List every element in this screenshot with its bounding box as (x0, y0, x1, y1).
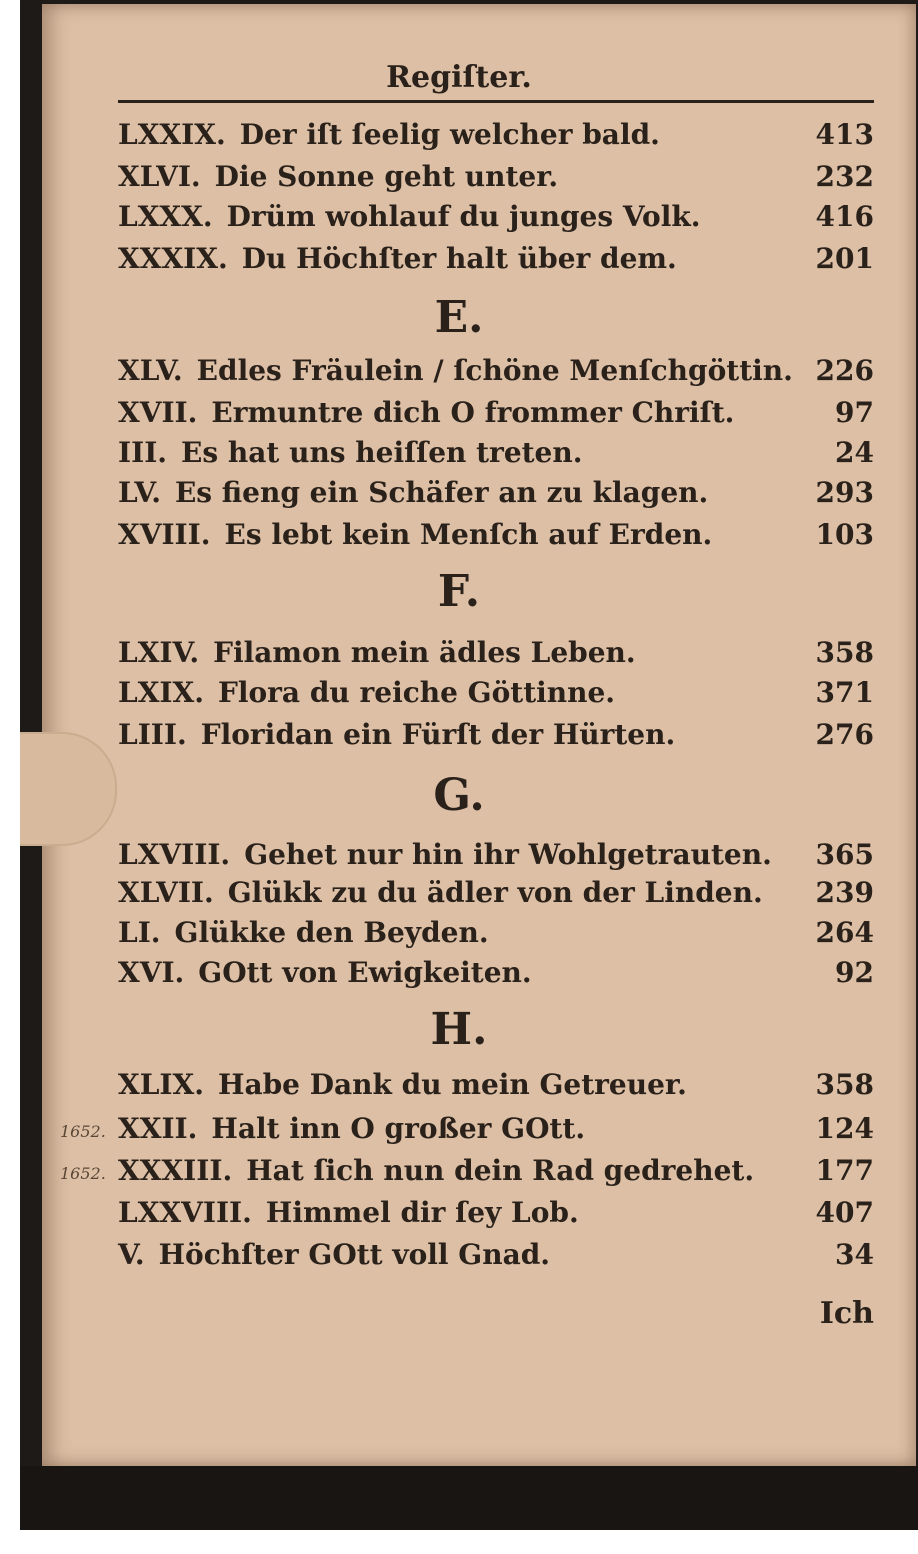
index-entry (118, 676, 874, 709)
index-entry (118, 718, 874, 751)
section-letter: E. (434, 292, 484, 343)
entry-number: LXIX. (118, 676, 204, 709)
entry-page: 416 (815, 200, 874, 233)
entry-title: Es fieng ein Schäfer an zu klagen. (174, 476, 709, 509)
entry-title: Die Sonne geht unter. (214, 160, 559, 193)
index-entry (118, 436, 874, 469)
entry-number: XLIX. (118, 1068, 204, 1101)
entry-title: Himmel dir ſey Lob. (265, 1196, 579, 1229)
entry-title: Höchſter GOtt voll Gnad. (158, 1238, 551, 1271)
index-entry (118, 956, 874, 989)
entry-page: 365 (815, 838, 874, 871)
index-entry (118, 1068, 874, 1101)
entry-page: 92 (835, 956, 874, 989)
index-entry (118, 242, 874, 275)
entry-title: Halt inn O großer GOtt. (211, 1112, 586, 1145)
catchword: Ich (819, 1296, 874, 1331)
entry-number: XXII. (118, 1112, 198, 1145)
entry-page: 358 (815, 1068, 874, 1101)
index-entry (118, 354, 874, 387)
section-letter: G. (433, 770, 485, 821)
index-entry (118, 1154, 874, 1187)
entry-page: 24 (835, 436, 874, 469)
entry-number: V. (118, 1238, 145, 1271)
entry-number: LXXIX. (118, 118, 226, 151)
index-entry (118, 916, 874, 949)
entry-page: 371 (815, 676, 874, 709)
entry-page: 103 (815, 518, 874, 551)
entry-number: LXXX. (118, 200, 213, 233)
entry-title: Glükk zu du ädler von der Linden. (227, 876, 763, 909)
entry-page: 264 (815, 916, 874, 949)
page-header: Regiſter. (386, 60, 532, 95)
entry-number: LXVIII. (118, 838, 231, 871)
entry-number: LI. (118, 916, 161, 949)
entry-page: 276 (815, 718, 874, 751)
entry-page: 413 (815, 118, 874, 151)
entry-number: LV. (118, 476, 161, 509)
index-entry (118, 200, 874, 233)
section-letter: H. (430, 1004, 488, 1055)
entry-page: 407 (815, 1196, 874, 1229)
index-entry (118, 636, 874, 669)
book-bottom-edge (20, 1466, 918, 1530)
margin-note: 1652. (60, 1164, 106, 1183)
index-entry (118, 118, 874, 151)
index-entry (118, 838, 874, 871)
margin-note: 1652. (60, 1122, 106, 1141)
entry-title: Filamon mein ädles Leben. (213, 636, 636, 669)
entry-title: Flora du reiche Göttinne. (217, 676, 616, 709)
entry-number: LIII. (118, 718, 187, 751)
entry-page: 201 (815, 242, 874, 275)
entry-page: 124 (815, 1112, 874, 1145)
entry-title: Es lebt kein Menſch auf Erden. (224, 518, 713, 551)
entry-page: 293 (815, 476, 874, 509)
entry-title: Edles Fräulein / ſchöne Menſchgöttin. (196, 354, 793, 387)
entry-number: XLV. (118, 354, 183, 387)
entry-page: 34 (835, 1238, 874, 1271)
entry-page: 177 (815, 1154, 874, 1187)
entry-title: Hat ſich nun dein Rad gedrehet. (246, 1154, 755, 1187)
entry-number: LXIV. (118, 636, 200, 669)
entry-title: Gehet nur hin ihr Wohlgetrauten. (244, 838, 772, 871)
entry-number: LXXVIII. (118, 1196, 252, 1229)
index-entry (118, 1112, 874, 1145)
index-entry (118, 160, 874, 193)
entry-title: Es hat uns heiſſen treten. (181, 436, 583, 469)
section-letter: F. (437, 566, 481, 617)
index-entry (118, 1196, 874, 1229)
entry-page: 239 (815, 876, 874, 909)
entry-number: XVIII. (118, 518, 211, 551)
entry-number: XVII. (118, 396, 198, 429)
entry-title: Floridan ein Fürſt der Hürten. (200, 718, 676, 751)
entry-title: Der iſt ſeelig welcher bald. (239, 118, 660, 151)
entry-number: XLVI. (118, 160, 201, 193)
entry-page: 97 (835, 396, 874, 429)
entry-title: Drüm wohlauf du junges Volk. (226, 200, 701, 233)
entry-number: XLVII. (118, 876, 214, 909)
entry-page: 232 (815, 160, 874, 193)
index-entry (118, 476, 874, 509)
entry-number: XVI. (118, 956, 185, 989)
entry-number: XXXIII. (118, 1154, 233, 1187)
entry-title: Ermuntre dich O frommer Chriſt. (211, 396, 735, 429)
header-rule (118, 100, 874, 103)
entry-page: 226 (815, 354, 874, 387)
entry-title: Du Höchſter halt über dem. (241, 242, 677, 275)
entry-title: GOtt von Ewigkeiten. (198, 956, 532, 989)
index-entry (118, 396, 874, 429)
entry-number: III. (118, 436, 168, 469)
entry-number: XXXIX. (118, 242, 228, 275)
index-entry (118, 876, 874, 909)
entry-page: 358 (815, 636, 874, 669)
index-entry (118, 518, 874, 551)
index-entry (118, 1238, 874, 1271)
entry-title: Glükke den Beyden. (174, 916, 489, 949)
entry-title: Habe Dank du mein Getreuer. (217, 1068, 687, 1101)
